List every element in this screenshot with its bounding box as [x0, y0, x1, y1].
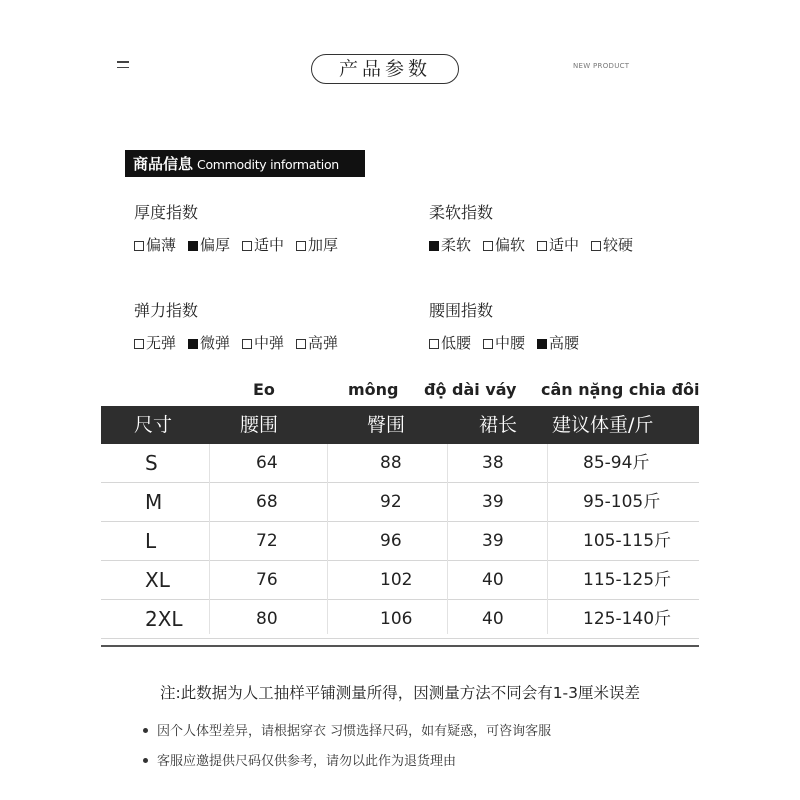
checked-box-icon [188, 339, 198, 349]
header-hip: 臀围 [367, 414, 406, 436]
waist-option-label: 中腰 [495, 334, 526, 352]
softness-option [591, 234, 633, 255]
cell-length: 39 [482, 531, 504, 551]
thickness-option-label: 偏薄 [146, 236, 177, 254]
header-size: 尺寸 [134, 414, 173, 436]
banner-title-en: Commodity information [197, 157, 339, 172]
bullet-item [143, 750, 456, 769]
softness-index-options [429, 234, 645, 255]
commodity-info-banner [125, 150, 365, 177]
vn-header-row [0, 380, 800, 400]
softness-option [483, 234, 525, 255]
unchecked-box-icon [134, 241, 144, 251]
cell-waist: 64 [256, 453, 278, 473]
header-weight: 建议体重/斤 [552, 414, 654, 436]
table-bottom-rule [101, 645, 699, 647]
thickness-option-label: 偏厚 [200, 236, 231, 254]
softness-option-label: 较硬 [603, 236, 634, 254]
unchecked-box-icon [242, 339, 252, 349]
bullet-dot-icon [143, 758, 148, 763]
cell-waist: 72 [256, 531, 278, 551]
cell-length: 39 [482, 492, 504, 512]
size-table-body [101, 444, 699, 639]
waist-option [537, 332, 579, 353]
checked-box-icon [188, 241, 198, 251]
bullet-dot-icon [143, 728, 148, 733]
bullet-text: 客服应邀提供尺码仅供参考，请勿以此作为退货理由 [157, 754, 457, 769]
cell-size: XL [145, 568, 170, 592]
column-divider [327, 444, 328, 634]
cell-size: L [145, 529, 157, 553]
table-row [101, 444, 699, 483]
cell-weight: 115-125斤 [583, 570, 672, 590]
elasticity-index-options [134, 332, 350, 353]
waist-option-label: 低腰 [441, 334, 472, 352]
thickness-index-title: 厚度指数 [134, 203, 199, 222]
unchecked-box-icon [537, 241, 547, 251]
page-title: 产品参数 [311, 54, 459, 84]
thickness-option [242, 234, 284, 255]
cell-weight: 105-115斤 [583, 531, 672, 551]
table-row [101, 522, 699, 561]
bullet-text: 因个人体型差异，请根据穿衣 习惯选择尺码，如有疑惑，可咨询客服 [157, 724, 552, 739]
checked-box-icon [537, 339, 547, 349]
cell-size: 2XL [145, 607, 183, 631]
elasticity-option [134, 332, 176, 353]
cell-hip: 102 [380, 570, 413, 590]
elasticity-index-title: 弹力指数 [134, 301, 199, 320]
vn-header-weight: cân nặng chia đôi [541, 380, 700, 399]
menu-icon[interactable] [117, 61, 129, 71]
size-table [101, 406, 699, 639]
unchecked-box-icon [591, 241, 601, 251]
header-waist: 腰围 [240, 414, 279, 436]
cell-weight: 85-94斤 [583, 453, 650, 473]
thickness-option-label: 适中 [254, 236, 285, 254]
banner-title-cn: 商品信息 [133, 155, 194, 173]
checked-box-icon [429, 241, 439, 251]
softness-option-label: 偏软 [495, 236, 526, 254]
waist-option [483, 332, 525, 353]
vn-header-waist: Eo [253, 380, 275, 399]
thickness-option [188, 234, 230, 255]
bullet-item [143, 720, 551, 739]
unchecked-box-icon [483, 339, 493, 349]
vn-header-hip: mông [348, 380, 399, 399]
cell-weight: 95-105斤 [583, 492, 661, 512]
thickness-option [296, 234, 338, 255]
thickness-option-label: 加厚 [308, 236, 339, 254]
thickness-index-options [134, 234, 350, 255]
unchecked-box-icon [296, 339, 306, 349]
cell-waist: 68 [256, 492, 278, 512]
cell-hip: 106 [380, 609, 413, 629]
table-row [101, 600, 699, 639]
unchecked-box-icon [483, 241, 493, 251]
waist-option [429, 332, 471, 353]
unchecked-box-icon [134, 339, 144, 349]
thickness-option [134, 234, 176, 255]
cell-hip: 96 [380, 531, 402, 551]
column-divider [447, 444, 448, 634]
elasticity-option-label: 高弹 [308, 334, 339, 352]
unchecked-box-icon [296, 241, 306, 251]
softness-index-title: 柔软指数 [429, 203, 494, 222]
softness-option-label: 适中 [549, 236, 580, 254]
softness-option [537, 234, 579, 255]
table-row [101, 561, 699, 600]
waist-index-options [429, 332, 591, 353]
waist-index-title: 腰围指数 [429, 301, 494, 320]
softness-option [429, 234, 471, 255]
unchecked-box-icon [242, 241, 252, 251]
cell-waist: 76 [256, 570, 278, 590]
unchecked-box-icon [429, 339, 439, 349]
column-divider [209, 444, 210, 634]
column-divider [547, 444, 548, 634]
size-table-header [101, 406, 699, 444]
cell-hip: 88 [380, 453, 402, 473]
waist-option-label: 高腰 [549, 334, 580, 352]
cell-waist: 80 [256, 609, 278, 629]
cell-size: S [145, 451, 158, 475]
softness-option-label: 柔软 [441, 236, 472, 254]
cell-weight: 125-140斤 [583, 609, 672, 629]
cell-size: M [145, 490, 163, 514]
new-product-label: NEW PRODUCT [573, 62, 630, 70]
elasticity-option-label: 无弹 [146, 334, 177, 352]
elasticity-option [242, 332, 284, 353]
table-row [101, 483, 699, 522]
elasticity-option [296, 332, 338, 353]
cell-length: 38 [482, 453, 504, 473]
cell-length: 40 [482, 570, 504, 590]
cell-hip: 92 [380, 492, 402, 512]
measurement-note: 注:此数据为人工抽样平铺测量所得，因测量方法不同会有1-3厘米误差 [159, 684, 641, 702]
elasticity-option [188, 332, 230, 353]
cell-length: 40 [482, 609, 504, 629]
header-length: 裙长 [479, 414, 518, 436]
vn-header-length: độ dài váy [424, 380, 517, 399]
elasticity-option-label: 微弹 [200, 334, 231, 352]
elasticity-option-label: 中弹 [254, 334, 285, 352]
